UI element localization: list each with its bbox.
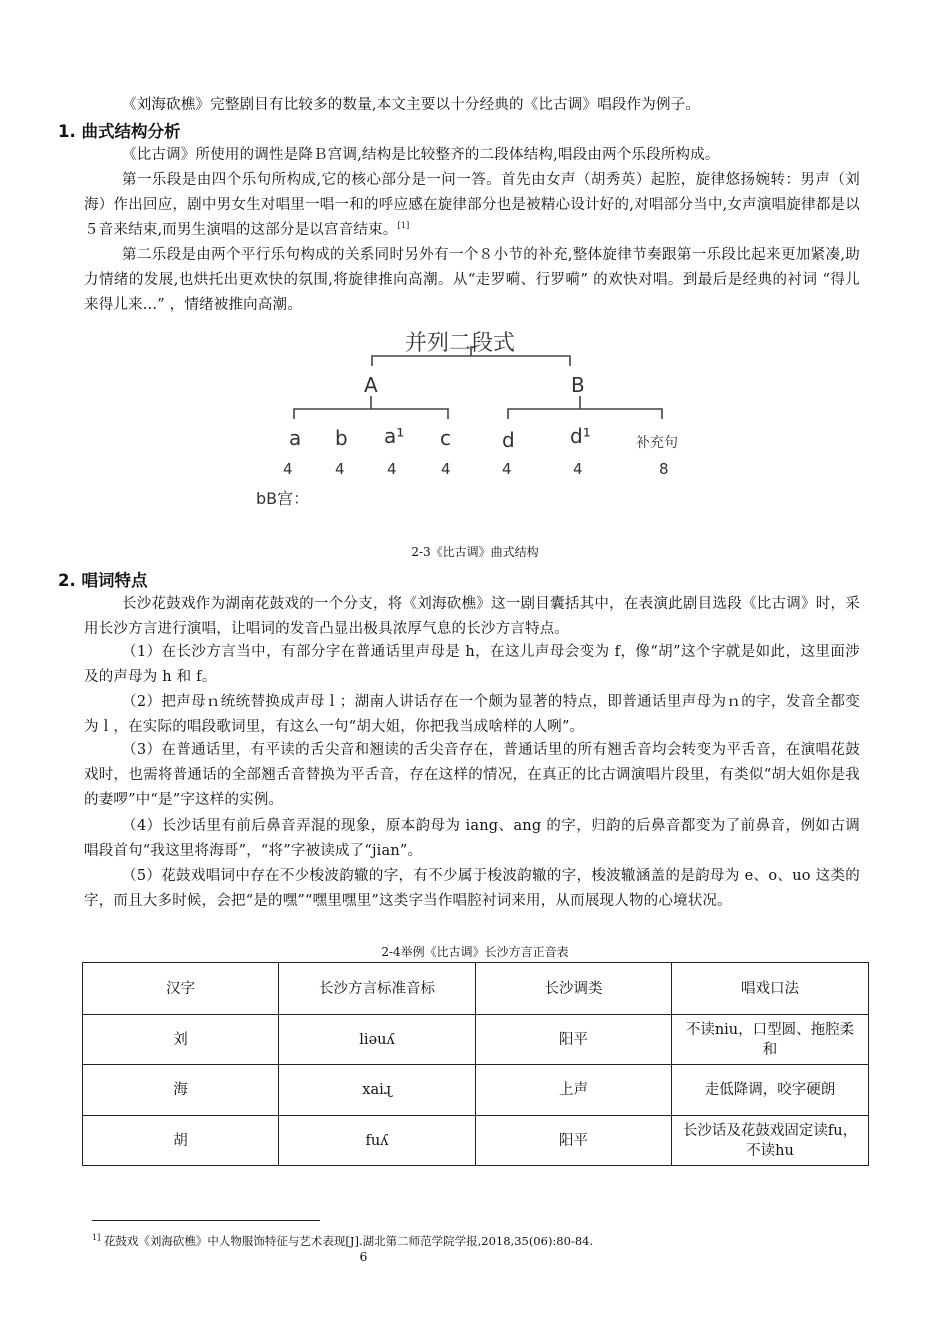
- table-cell: 阳平: [476, 1015, 672, 1065]
- section-1-paragraph-2-text: 第一乐段是由四个乐句所构成,它的核心部分是一问一答。首先由女声（胡秀英）起腔，旋律悠扬婉转：男声（刘海）作出回应，剧中男女生对唱里一唱一和的呼应感在旋律部分也是被精心设计好的,对唱部分当中,女声演唱旋律都是以５音来结束,而男生演唱的这部分是以宫音结束。: [84, 172, 860, 238]
- table-header-cell: 唱戏口法: [672, 963, 869, 1015]
- table-cell: xaiɻ: [279, 1065, 476, 1116]
- phrase-bar-count: 4: [441, 460, 451, 478]
- footnote: [92, 1233, 593, 1249]
- phrase-bar-count: 8: [659, 460, 669, 478]
- footnote-text: 花鼓戏《刘海砍樵》中人物服饰特征与艺术表现[J].湖北第二师范学院学报,2018,35(06):80-84.: [103, 1234, 594, 1248]
- table-cell: 刘: [83, 1015, 279, 1065]
- table-cell: liəuʎ: [279, 1015, 476, 1065]
- section-2-paragraph-6: （5）花鼓戏唱词中存在不少梭波韵辙的字，有不少属于梭波韵辙的字，梭波辙涵盖的是韵母为 e、o、uo 这类的字，而且大多时候，会把“是的嘿”“嘿里嘿里”这类字当作唱腔衬词来用，从而展现人物的心境状况。: [84, 868, 860, 909]
- footnote-separator: [92, 1220, 320, 1221]
- phrase-bar-count: 4: [335, 460, 345, 478]
- phrase-label: d¹: [570, 424, 591, 448]
- form-structure-diagram: [250, 322, 710, 532]
- section-1-paragraph-3: 第二乐段是由两个平行乐句构成的关系同时另外有一个８小节的补充,整体旋律节奏跟第一乐段比起来更加紧凑,助力情绪的发展,也烘托出更欢快的氛围,将旋律推向高潮。从“走罗嗬、行罗嗬” 的欢快对唱。到最后是经典的衬词 “得儿来得儿来...” ，情绪被推向高潮。: [84, 247, 860, 313]
- phrase-bar-count: 4: [502, 460, 512, 478]
- footnote-mark: 1]: [92, 1233, 101, 1243]
- section-1-paragraph-2: [84, 168, 860, 243]
- table-cell: 不读niu，口型圆、拖腔柔和: [672, 1015, 869, 1065]
- page-number: 6: [359, 1249, 368, 1264]
- table-row: [83, 1065, 869, 1116]
- table-cell: 海: [83, 1065, 279, 1116]
- pronunciation-table: [82, 962, 869, 1166]
- table-cell: fuʎ: [279, 1116, 476, 1166]
- section-1-heading: 1. 曲式结构分析: [58, 122, 181, 141]
- phrase-label: 补充句: [636, 435, 678, 451]
- table-header-row: [83, 963, 869, 1015]
- section-b-label: B: [571, 373, 585, 397]
- phrase-label: d: [502, 428, 515, 452]
- section-2-paragraph-5: （4）长沙话里有前后鼻音弄混的现象，原本韵母为 iang、ang 的字，归韵的后鼻音都变为了前鼻音，例如古调唱段首句“我这里将海哥”，“将”字被读成了“jian”。: [84, 818, 860, 859]
- phrase-label: a: [289, 426, 302, 450]
- table-cell: 阳平: [476, 1116, 672, 1166]
- figure-caption: 2-3《比古调》曲式结构: [411, 545, 539, 559]
- table-cell: 走低降调，咬字硬朗: [672, 1065, 869, 1116]
- phrase-bar-count: 4: [573, 460, 583, 478]
- section-2-paragraph-2: （1）在长沙方言当中，有部分字在普通话里声母是 h，在这儿声母会变为 f，像“胡”这个字就是如此，这里面涉及的声母为 h 和 f。: [84, 644, 860, 685]
- table-row: [83, 1116, 869, 1166]
- diagram-title: 并列二段式: [405, 331, 516, 356]
- table-header-cell: 汉字: [83, 963, 279, 1015]
- footnote-reference[interactable]: [1]: [397, 221, 410, 231]
- section-2-paragraph-4: （3）在普通话里，有平读的舌尖音和翘读的舌尖音存在，普通话里的所有翘舌音均会转变为平舌音，在演唱花鼓戏时，也需将普通话的全部翘舌音替换为平舌音，存在这样的情况，在真正的比古调演唱片段里，有类似“胡大姐你是我的妻啰”中“是”字这样的实例。: [84, 742, 860, 808]
- section-1-paragraph-1: 《比古调》所使用的调性是降Ｂ宫调,结构是比较整齐的二段体结构,唱段由两个乐段所构成。: [122, 147, 720, 163]
- table-row: [83, 1015, 869, 1065]
- phrase-label: a¹: [384, 424, 405, 448]
- key-label: bB宫：: [256, 489, 310, 508]
- table-header-cell: 长沙方言标准音标: [279, 963, 476, 1015]
- phrase-label: b: [335, 426, 348, 450]
- phrase-label: c: [440, 426, 451, 450]
- table-cell: 长沙话及花鼓戏固定读fu，不读hu: [672, 1116, 869, 1166]
- section-2-paragraph-3: （2）把声母ｎ统统替换成声母ｌ；湖南人讲话存在一个颇为显著的特点，即普通话里声母为ｎ的字，发音全都变为ｌ，在实际的唱段歌词里，有这么一句“胡大姐，你把我当成啥样的人咧”。: [84, 694, 860, 735]
- table-caption: 2-4举例《比古调》长沙方言正音表: [381, 945, 569, 959]
- phrase-bar-count: 4: [387, 460, 397, 478]
- intro-paragraph: 《刘海砍樵》完整剧目有比较多的数量,本文主要以十分经典的《比古调》唱段作为例子。: [122, 97, 701, 113]
- section-a-label: A: [364, 373, 378, 397]
- table-header-cell: 长沙调类: [476, 963, 672, 1015]
- section-2-paragraph-1: 长沙花鼓戏作为湖南花鼓戏的一个分支，将《刘海砍樵》这一剧目囊括其中，在表演此剧目选段《比古调》时，采用长沙方言进行演唱，让唱词的发音凸显出极具浓厚气息的长沙方言特点。: [84, 596, 860, 637]
- section-2-heading: 2. 唱词特点: [58, 571, 148, 590]
- table-cell: 胡: [83, 1116, 279, 1166]
- phrase-bar-count: 4: [283, 460, 293, 478]
- table-cell: 上声: [476, 1065, 672, 1116]
